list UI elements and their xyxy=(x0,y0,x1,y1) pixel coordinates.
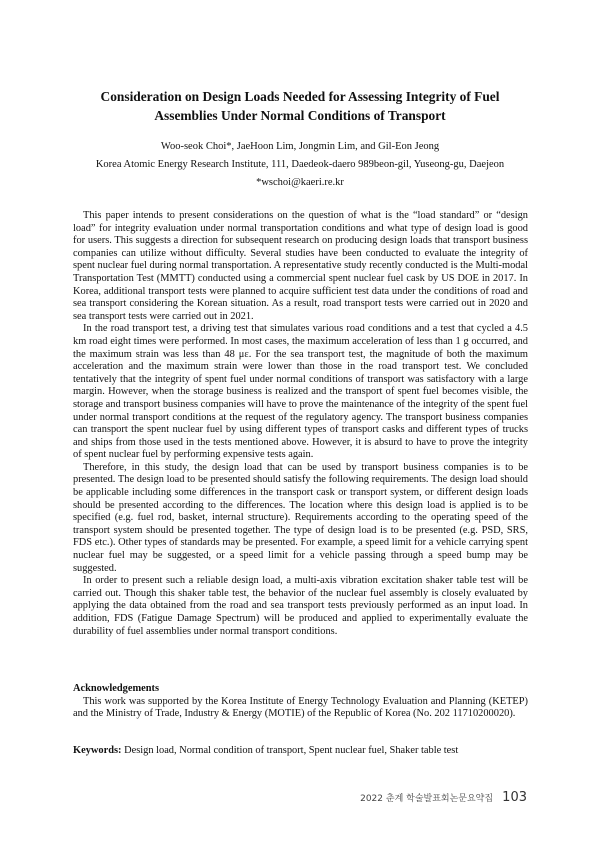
affiliation: Korea Atomic Energy Research Institute, 111, Daedeok-daero 989beon-gil, Yuseong-gu, Daejeon xyxy=(95,159,505,170)
body-paragraph-4: In order to present such a reliable design load, a multi-axis vibration excitation shaker table test will be carried out. Though this shaker table test, the behavior of the nuclear fuel assembly is closely evaluated by applying the data obtained from the road and sea transport tests previously performed as an input load. In addition, FDS (Fatigue Damage Spectrum) will be produced and applied to experimentally evaluate the durability of fuel assemblies under normal transport conditions. xyxy=(73,575,528,637)
keywords-line xyxy=(73,745,528,758)
title-line-2: Assemblies Under Normal Conditions of Transport xyxy=(154,108,446,123)
paper-title xyxy=(60,87,540,125)
proceedings-title: 2022 춘계 학술발표회논문요약집 xyxy=(360,794,494,804)
body-paragraph-1: This paper intends to present considerations on the question of what is the “load standard” or “design load” for integrity evaluation under normal transportation conditions and what type of design load is good for users. This suggests a direction for subsequent research on producing design loads that transport business companies can utilize without difficulty. Several studies have been conducted to evaluate the integrity of spent nuclear fuel during normal transportation. A representative study recently conducted is the Multi-modal Transportation Test (MMTT) conducted using a commercial spent nuclear fuel cask by US DOE in 2017. In Korea, additional transport tests were planned to acquire sufficient test data under the conditions of road and sea transport considering the Korean situation. As a result, road transport tests were carried out in 2020 and sea transport tests were carried out in 2021. xyxy=(73,210,528,322)
acknowledgements-text: This work was supported by the Korea Institute of Energy Technology Evaluation and Planning (KETEP) and the Ministry of Trade, Industry & Energy (MOTIE) of the Republic of Korea (No. 202 11710200020). xyxy=(73,695,528,720)
title-line-1: Consideration on Design Loads Needed for Assessing Integrity of Fuel xyxy=(100,89,500,104)
acknowledgements-section xyxy=(73,683,528,721)
body-paragraph-2: In the road transport test, a driving test that simulates various road conditions and a test that cycled a 4.5 km road eight times were performed. In most cases, the maximum acceleration of less than 1 g occurred, and the maximum strain was less than 48 με. For the sea transport test, the magnitude of both the maximum acceleration and the maximum strain were lower than those in the road transport test. We concluded tentatively that the integrity of spent fuel under normal conditions of transport was satisfactory with a large margin. However, when the storage business is realized and the transport of spent fuel becomes visible, the storage and transport business companies will have to prove the maintenance of the integrity of the spent fuel under normal transport conditions at the request of the regulatory agency. The transport business companies can transport the spent nuclear fuel by using different types of transport casks and different types of trucks and ships from those used in the tests mentioned above. However, it is absurd to have to prove the integrity of spent nuclear fuel by performing expensive tests again. xyxy=(73,323,528,461)
keywords-list: Design load, Normal condition of transport, Spent nuclear fuel, Shaker table test xyxy=(121,745,459,756)
abstract-body xyxy=(73,210,528,638)
authors: Woo-seok Choi*, JaeHoon Lim, Jongmin Lim, and Gil-Eon Jeong xyxy=(160,141,440,152)
body-paragraph-3: Therefore, in this study, the design load that can be used by transport business companies is to be presented. The design load to be presented should satisfy the following requirements. The design load should be applicable including some differences in the transport cask or transport system, or different design loads should be presented according to the differences. The location where this design load is applied is to be specified (e.g. fuel rod, basket, internal structure). Requirements according to the operating speed of the transport system should be presented together. The type of design load is to be presented (e.g. PSD, SRS, FDS etc.). Other types of standards may be presented. For example, a speed limit for a vehicle carrying spent nuclear fuel may be suggested, or a speed limit for a vehicle passing through a speed bump may be suggested. xyxy=(73,461,528,574)
page-footer xyxy=(360,787,527,806)
corresponding-email: *wschoi@kaeri.re.kr xyxy=(256,177,344,188)
acknowledgements-heading: Acknowledgements xyxy=(73,683,160,694)
page-number: 103 xyxy=(502,790,527,805)
keywords-label: Keywords: xyxy=(73,745,122,756)
